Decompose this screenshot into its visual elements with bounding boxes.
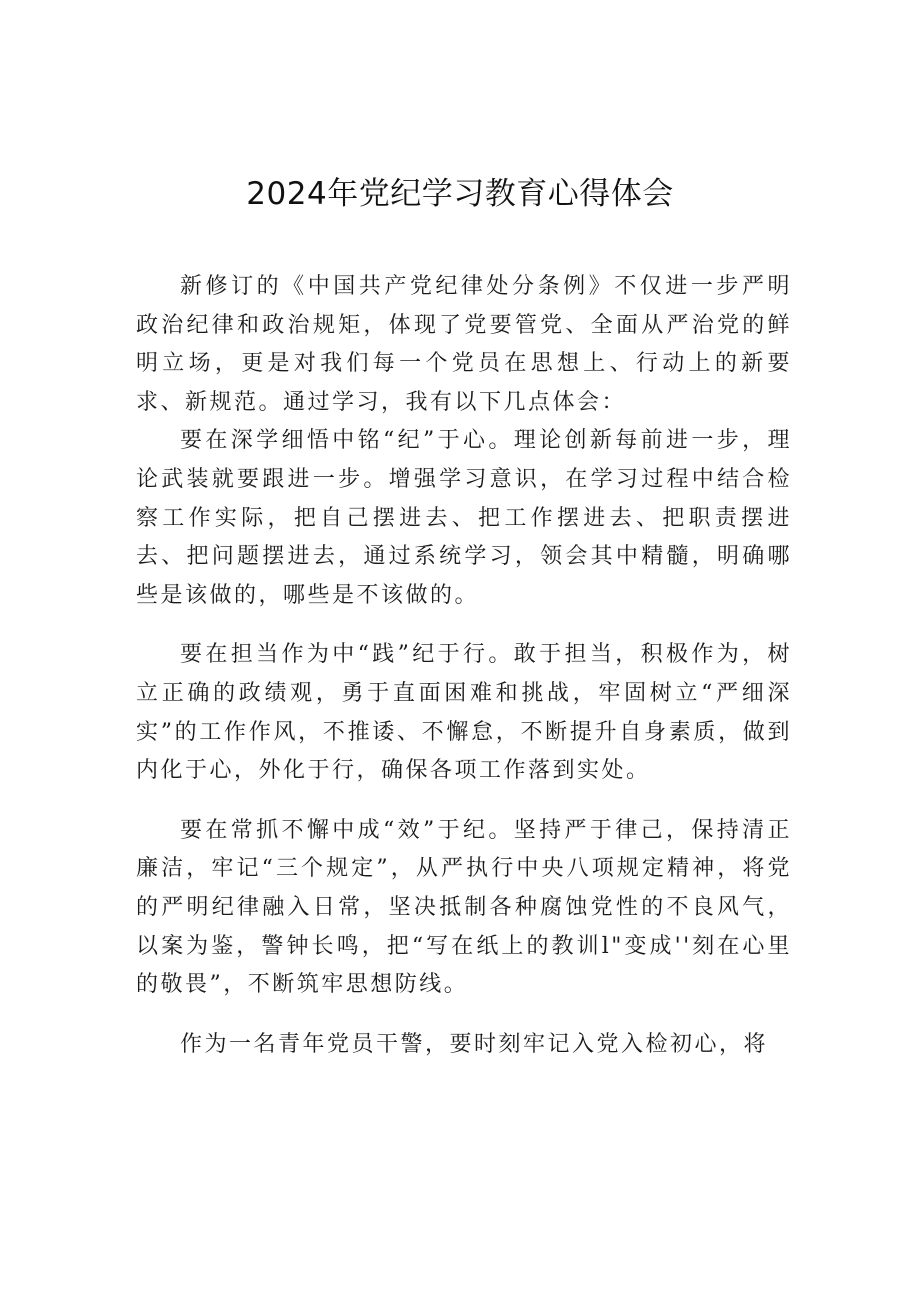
- paragraph-practice: 要在担当作为中“践”纪于行。敢于担当，积极作为，树立正确的政绩观，勇于直面困难和挑战，牢固树立“严细深实”的工作作风，不推诿、不懈怠，不断提升自身素质，做到内化于心，外化于行，确保各项工作落到实处。: [136, 642, 792, 784]
- paragraph-closing: 作为一名青年党员干警，要时刻牢记入党入检初心，将: [180, 1031, 769, 1057]
- document-title: 2024年党纪学习教育心得体会: [246, 176, 674, 212]
- document-body: [136, 268, 792, 1064]
- paragraph-study: 要在深学细悟中铭“纪”于心。理论创新每前进一步，理论武装就要跟进一步。增强学习意识，在学习过程中结合检察工作实际，把自己摆进去、把工作摆进去、把职责摆进去、把问题摆进去，通过系统学习，领会其中精髓，明确哪些是该做的，哪些是不该做的。: [136, 428, 792, 608]
- paragraph-discipline: 要在常抓不懈中成“效”于纪。坚持严于律己，保持清正廉洁，牢记“三个规定”，从严执行中央八项规定精神，将党的严明纪律融入日常，坚决抵制各种腐蚀党性的不良风气，以案为鉴，警钟长鸣，把“写在纸上的教训l"变成''刻在心里的敬畏”，不断筑牢思想防线。: [136, 817, 792, 998]
- paragraph-intro: 新修订的《中国共产党纪律处分条例》不仅进一步严明政治纪律和政治规矩，体现了党要管党、全面从严治党的鲜明立场，更是对我们每一个党员在思想上、行动上的新要求、新规范。通过学习，我有以下几点体会：: [136, 274, 792, 415]
